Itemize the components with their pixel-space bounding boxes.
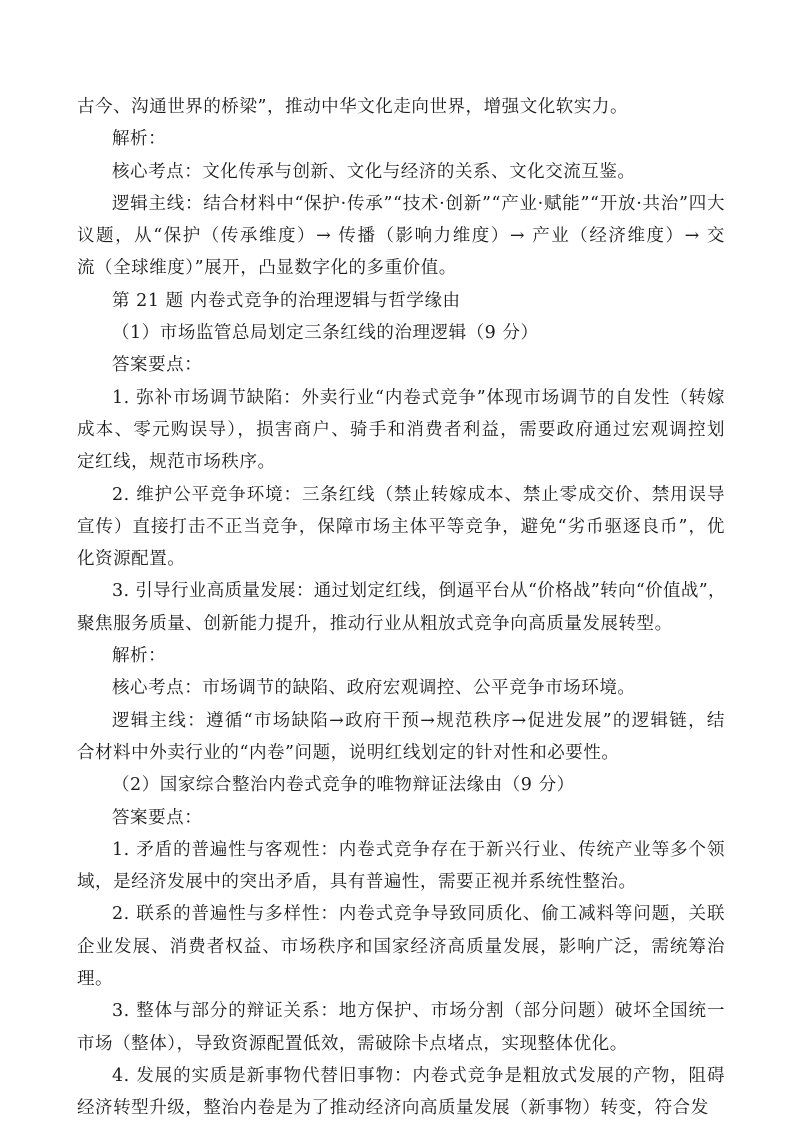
text-line: 议题，从“保护（传承维度）→ 传播（影响力维度）→ 产业（经济维度）→ 交 xyxy=(77,226,725,247)
text-line: 核心考点：文化传承与创新、文化与经济的关系、文化交流互鉴。 xyxy=(112,161,636,182)
paragraph-p17 xyxy=(77,898,725,995)
text-line: 企业发展、消费者权益、市场秩序和国家经济高质量发展，影响广泛，需统筹治 xyxy=(77,936,725,957)
paragraph-p13 xyxy=(77,705,725,770)
text-line: 宣传）直接打击不正当竞争，保障市场主体平等竞争，避免“劣币驱逐良币”，优 xyxy=(77,516,725,537)
text-line: 经济转型升级，整治内卷是为了推动经济向高质量发展（新事物）转变，符合发 xyxy=(77,1098,709,1119)
paragraph-p11 xyxy=(77,640,725,672)
document-page xyxy=(77,91,725,1125)
text-line: 3. 引导行业高质量发展：通过划定红线，倒逼平台从“价格战”转向“价值战”， xyxy=(112,581,726,602)
text-line: 2. 维护公平竞争环境：三条红线（禁止转嫁成本、禁止零成交价、禁用误导 xyxy=(112,484,725,505)
paragraph-p07 xyxy=(77,349,725,381)
paragraph-p10 xyxy=(77,575,725,640)
text-line: 合材料中外卖行业的“内卷”问题，说明红线划定的针对性和必要性。 xyxy=(77,742,620,763)
text-line: 流（全球维度）”展开，凸显数字化的多重价值。 xyxy=(77,258,457,279)
paragraph-p01 xyxy=(77,91,725,123)
paragraph-p15 xyxy=(77,802,725,834)
text-line: 核心考点：市场调节的缺陷、政府宏观调控、公平竞争市场环境。 xyxy=(112,678,636,699)
paragraph-p05 xyxy=(77,285,725,317)
paragraph-p08 xyxy=(77,382,725,479)
text-line: 聚焦服务质量、创新能力提升，推动行业从粗放式竞争向高质量发展转型。 xyxy=(77,613,673,634)
text-line: 逻辑主线：结合材料中“保护·传承”“技术·创新”“产业·赋能”“开放·共治”四大 xyxy=(112,193,725,214)
paragraph-p02 xyxy=(77,123,725,155)
text-line: 2. 联系的普遍性与多样性：内卷式竞争导致同质化、偷工减料等问题，关联 xyxy=(112,904,725,925)
text-line: 市场（整体），导致资源配置低效，需破除卡点堵点，实现整体优化。 xyxy=(77,1033,628,1054)
paragraph-p19 xyxy=(77,1060,725,1125)
paragraph-p14 xyxy=(77,769,725,801)
text-line: （1）市场监管总局划定三条红线的治理逻辑（9 分） xyxy=(112,323,539,344)
text-line: 域，是经济发展中的突出矛盾，具有普遍性，需要正视并系统性整治。 xyxy=(77,872,637,893)
paragraph-p18 xyxy=(77,995,725,1060)
paragraph-p12 xyxy=(77,672,725,704)
text-line: 1. 弥补市场调节缺陷：外卖行业“内卷式竞争”体现市场调节的自发性（转嫁 xyxy=(112,387,725,408)
text-line: 逻辑主线：遵循“市场缺陷→政府干预→规范秩序→促进发展”的逻辑链，结 xyxy=(112,710,725,731)
text-line: 解析： xyxy=(112,129,167,150)
paragraph-p03 xyxy=(77,156,725,188)
text-line: 化资源配置。 xyxy=(77,549,186,570)
text-line: 答案要点： xyxy=(112,807,203,828)
text-line: 理。 xyxy=(77,969,114,990)
text-line: 答案要点： xyxy=(112,355,203,376)
text-line: 成本、零元购误导），损害商户、骑手和消费者利益，需要政府通过宏观调控划 xyxy=(77,419,725,440)
text-line: 古今、沟通世界的桥梁”，推动中华文化走向世界，增强文化软实力。 xyxy=(77,97,628,117)
text-line: 第 21 题 内卷式竞争的治理逻辑与哲学缘由 xyxy=(112,290,461,311)
text-line: 定红线，规范市场秩序。 xyxy=(77,452,276,473)
text-line: （2）国家综合整治内卷式竞争的唯物辩证法缘由（9 分） xyxy=(112,775,575,796)
paragraph-p04 xyxy=(77,188,725,285)
text-line: 解析： xyxy=(112,646,167,667)
text-line: 3. 整体与部分的辩证关系：地方保护、市场分割（部分问题）破坏全国统一 xyxy=(112,1001,725,1022)
paragraph-p06 xyxy=(77,317,725,349)
paragraph-p16 xyxy=(77,834,725,899)
text-line: 1. 矛盾的普遍性与客观性：内卷式竞争存在于新兴行业、传统产业等多个领 xyxy=(112,839,725,860)
text-line: 4. 发展的实质是新事物代替旧事物：内卷式竞争是粗放式发展的产物，阻碍 xyxy=(112,1065,725,1086)
paragraph-p09 xyxy=(77,479,725,576)
